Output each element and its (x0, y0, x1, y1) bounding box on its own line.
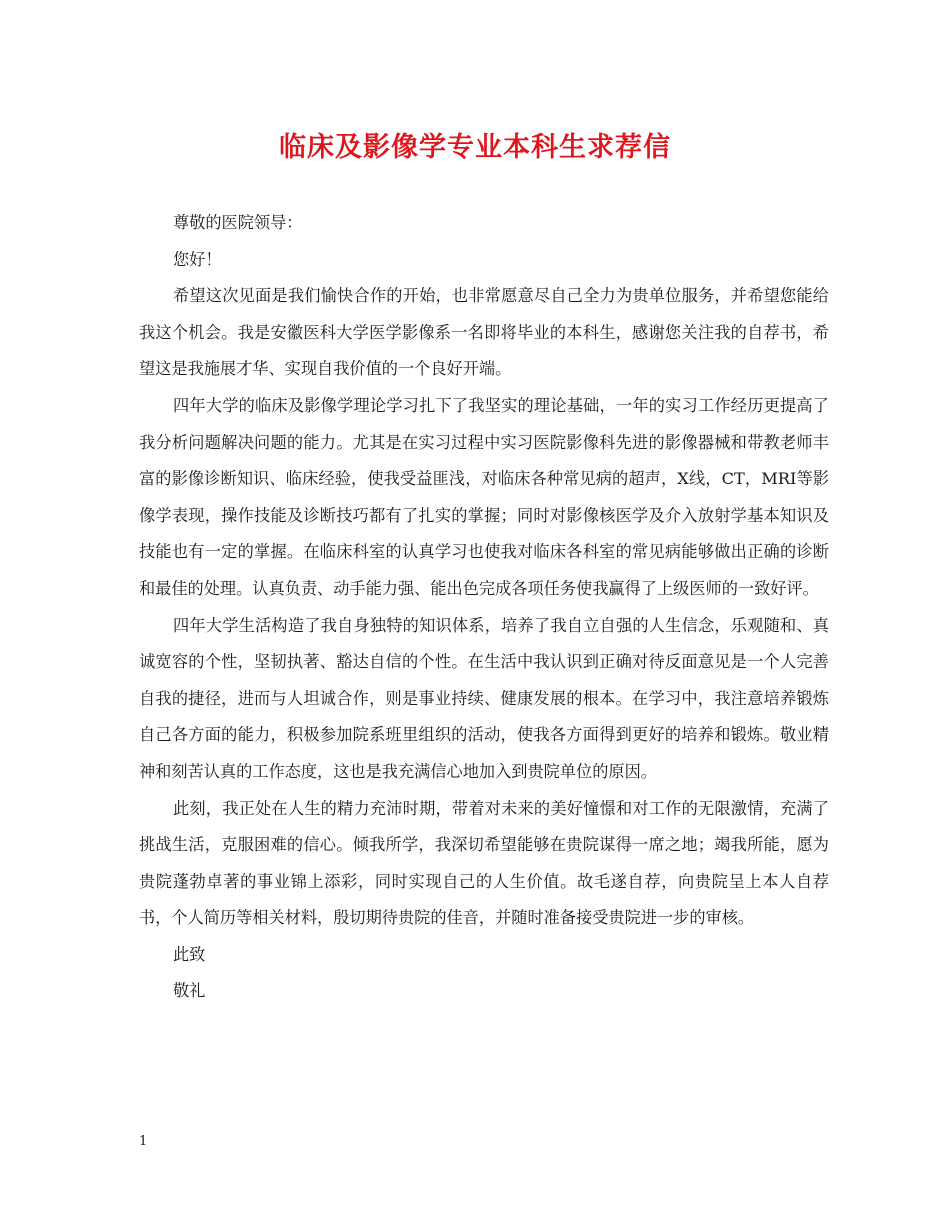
letter-body (139, 205, 829, 1010)
salutation-line: 您好！ (173, 249, 222, 269)
document-title: 临床及影像学专业本科生求荐信 (279, 132, 671, 163)
paragraph-personal-qualities: 四年大学生活构造了我自身独特的知识体系，培养了我自立自强的人生信念，乐观随和、真诚宽容的个性，坚韧执著、豁达自信的个性。在生活中我认识到正确对待反面意见是一个人完善自我的捷径，进而与人坦诚合作，则是事业持续、健康发展的根本。在学习中，我注意培养锻炼自己各方面的能力，积极参加院系班里组织的活动，使我各方面得到更好的培养和锻炼。敬业精神和刻苦认真的工作态度，这也是我充满信心地加入到贵院单位的原因。 (139, 615, 829, 781)
paragraph-intro: 希望这次见面是我们愉快合作的开始，也非常愿意尽自己全力为贵单位服务，并希望您能给我这个机会。我是安徽医科大学医学影像系一名即将毕业的本科生，感谢您关注我的自荐书，希望这是我施展才华、实现自我价值的一个良好开端。 (139, 286, 829, 379)
greeting-line: 尊敬的医院领导： (173, 213, 303, 232)
paragraph-conclusion: 此刻，我正处在人生的精力充沛时期，带着对未来的美好憧憬和对工作的无限激情，充满了挑战生活，克服困难的信心。倾我所学，我深切希望能够在贵院谋得一席之地；竭我所能，愿为贵院蓬勃卓著的事业锦上添彩，同时实现自己的人生价值。故毛遂自荐，向贵院呈上本人自荐书，个人简历等相关材料，殷切期待贵院的佳音，并随时准备接受贵院进一步的审核。 (139, 798, 829, 928)
page-number: 1 (139, 1134, 148, 1149)
closing-line-2: 敬礼 (173, 981, 206, 1001)
closing-line-1: 此致 (173, 944, 206, 964)
paragraph-study-experience: 四年大学的临床及影像学理论学习扎下了我坚实的理论基础，一年的实习工作经历更提高了我分析问题解决问题的能力。尤其是在实习过程中实习医院影像科先进的影像器械和带教老师丰富的影像诊断知识、临床经验，使我受益匪浅，对临床各种常见病的超声，X线，CT，MRI等影像学表现，操作技能及诊断技巧都有了扎实的掌握；同时对影像核医学及介入放射学基本知识及技能也有一定的掌握。在临床科室的认真学习也使我对临床各科室的常见病能够做出正确的诊断和最佳的处理。认真负责、动手能力强、能出色完成各项任务使我赢得了上级医师的一致好评。 (139, 395, 829, 598)
